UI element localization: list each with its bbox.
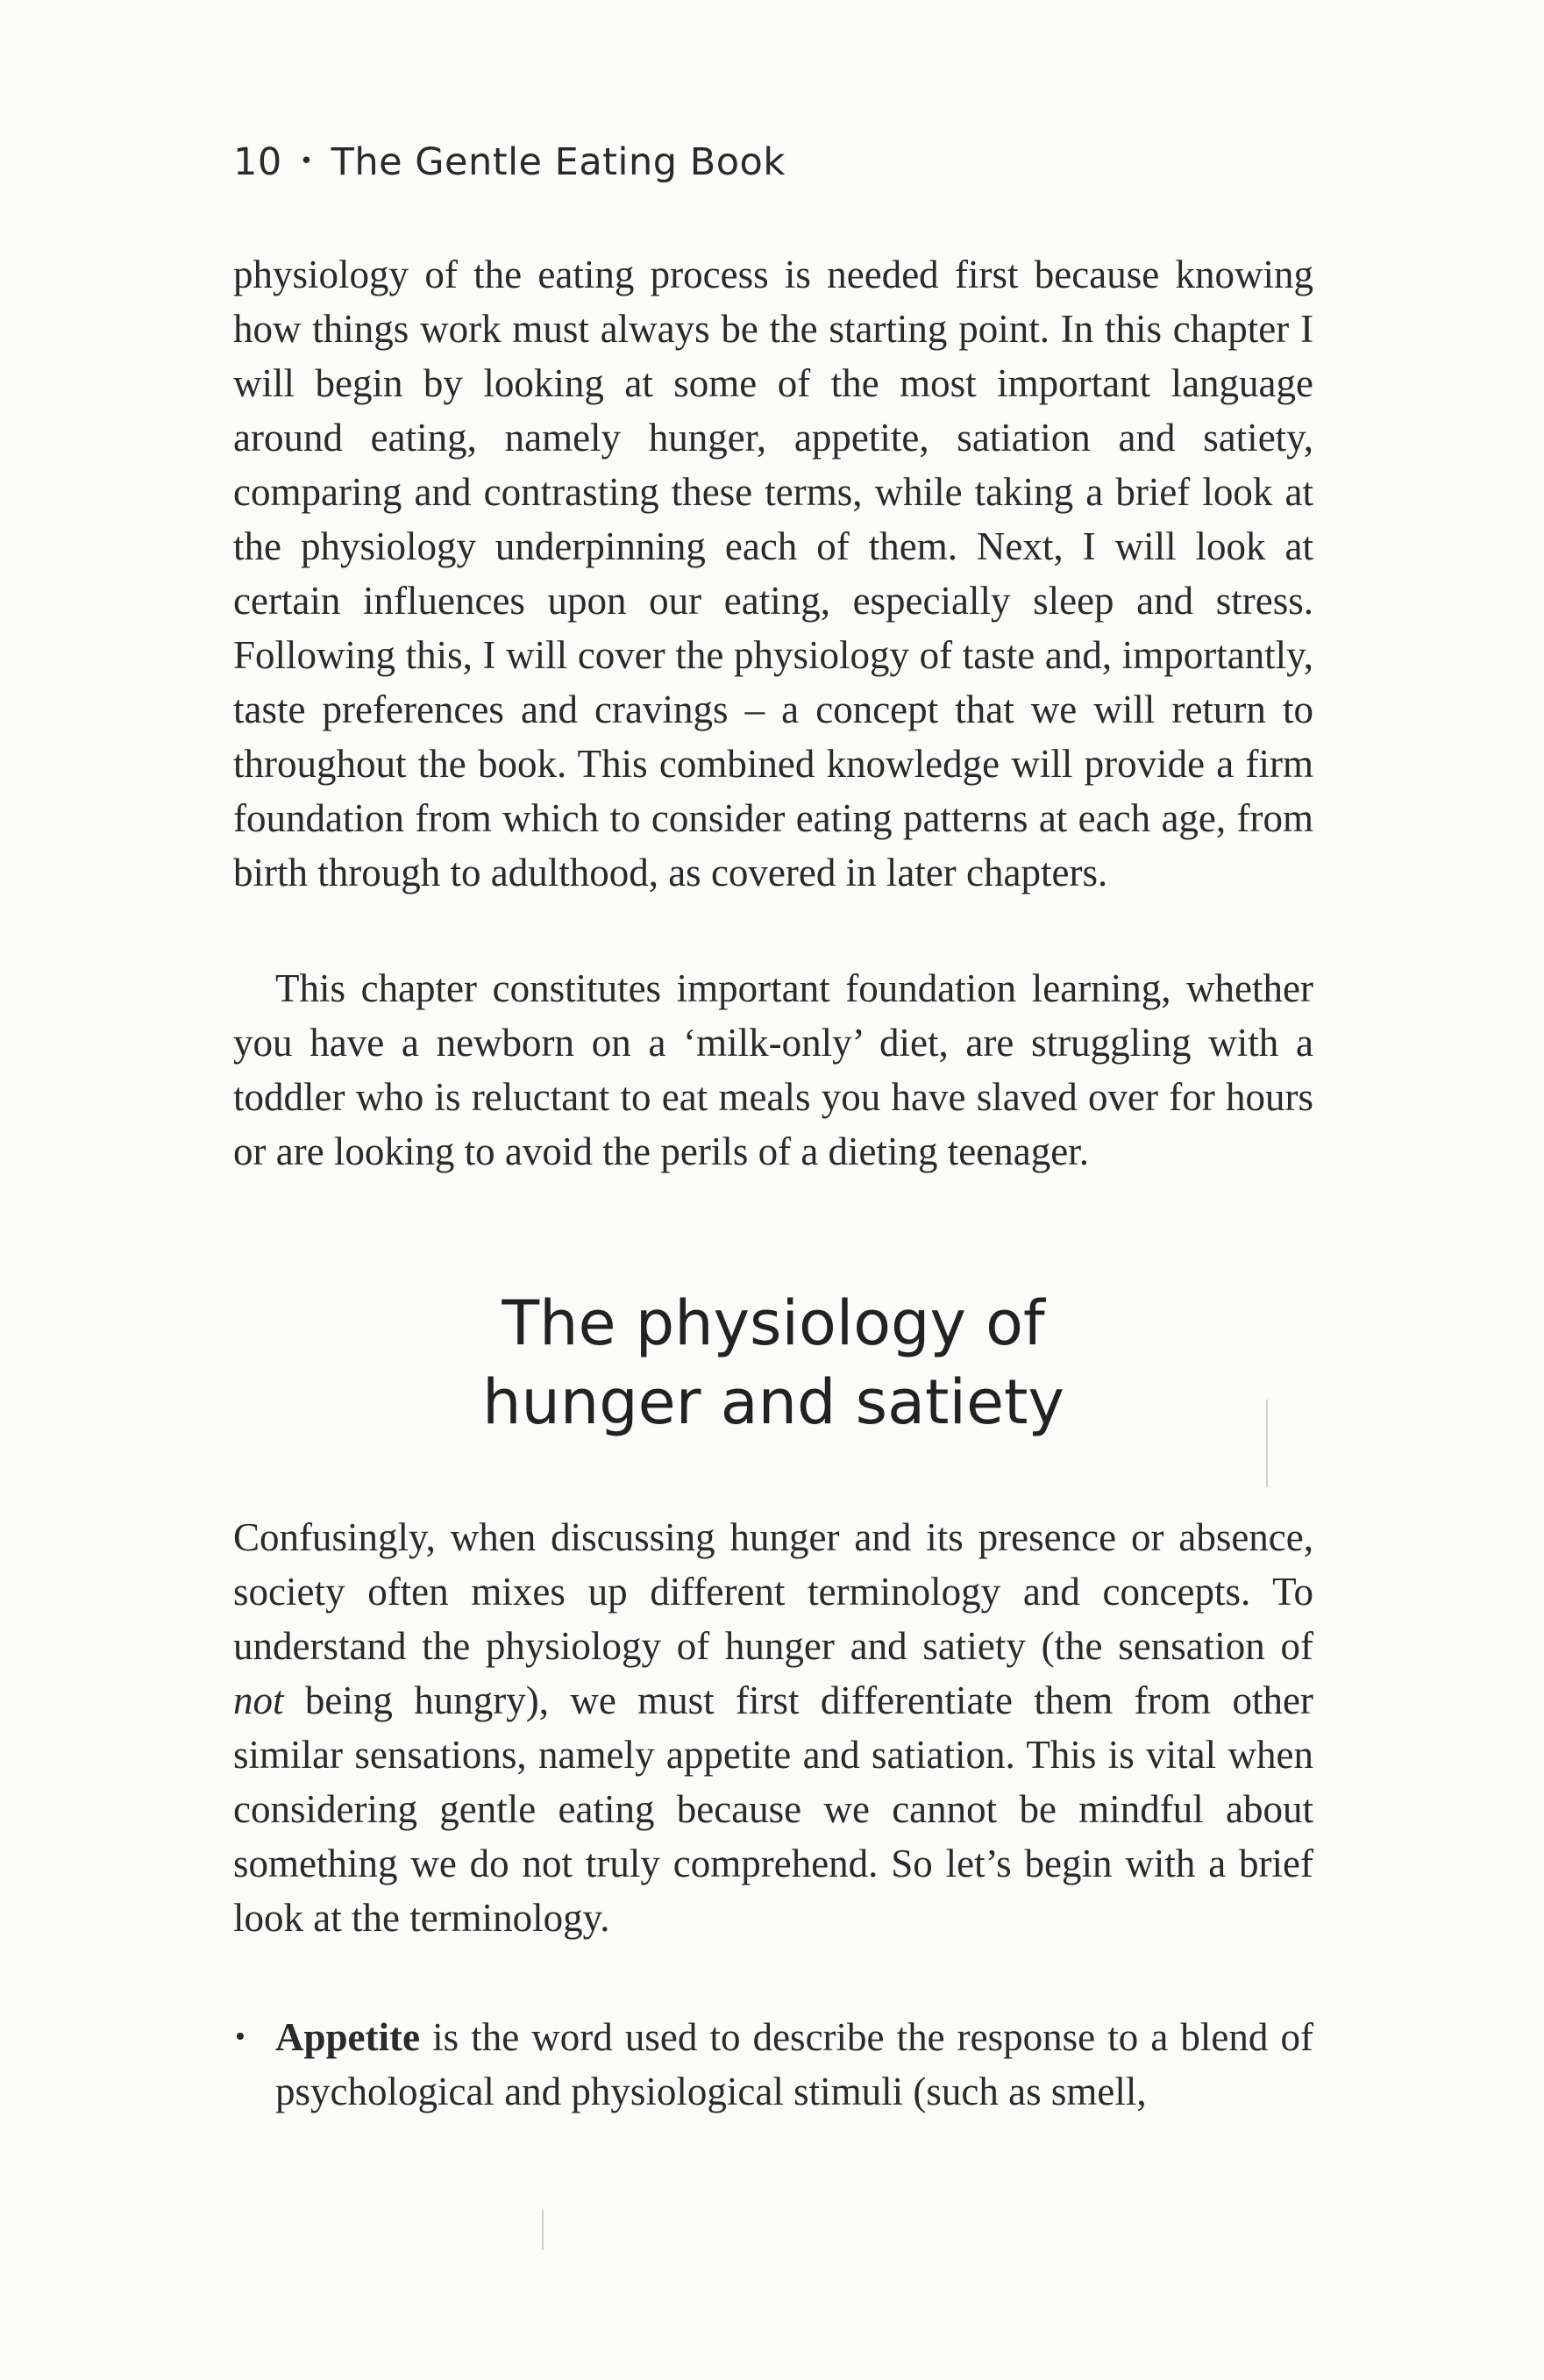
paragraph-text-part-2: being hungry), we must first differentiate them from other similar sensations, namely appetite and satiation. This is vital when considering gentle eating because we cannot be mindful about something we do not truly comprehend. So let’s begin with a brief look at the terminology. [233, 1678, 1313, 1940]
book-title: The Gentle Eating Book [331, 140, 786, 184]
list-item-appetite [233, 2010, 1313, 2119]
section-heading-line-1: The physiology of [502, 1287, 1045, 1359]
paragraph-text: physiology of the eating process is needed first because knowing how things work must always be the starting point. In this chapter I will begin by looking at some of the most important language around eating, namely hunger, appetite, satiation and satiety, comparing and contrasting these terms, while taking a brief look at the physiology underpinning each of them. Next, I will look at certain influences upon our eating, especially sleep and stress. Following this, I will cover the physiology of taste and, importantly, taste preferences and cravings – a concept that we will return to throughout the book. This combined knowledge will provide a firm foundation from which to consider eating patterns at each age, from birth through to adulthood, as covered in later chapters. [233, 253, 1313, 894]
scan-mark [1266, 1400, 1268, 1487]
paragraph-foundation [233, 961, 1313, 1179]
scan-mark [542, 2210, 544, 2250]
section-heading-line-2: hunger and satiety [482, 1366, 1064, 1438]
paragraph-terminology [233, 1510, 1313, 1945]
running-header [233, 140, 786, 184]
terminology-list [233, 2010, 1313, 2119]
paragraph-text: This chapter constitutes important foundation learning, whether you have a newborn on a ‘milk-only’ diet, are struggling with a toddler who is reluctant to eat meals you have slaved over for hours or are looking to avoid the perils of a dieting teenager. [233, 966, 1313, 1173]
term-appetite: Appetite [275, 2015, 420, 2059]
bullet-marker: • [235, 2020, 245, 2053]
page-number: 10 [233, 140, 282, 184]
emphasis-not: not [233, 1678, 284, 1722]
paragraph-intro [233, 247, 1313, 900]
paragraph-text [233, 1510, 1313, 1945]
section-heading [233, 1284, 1313, 1442]
paragraph-text-part-1: Confusingly, when discussing hunger and its presence or absence, society often mixes up different terminology and concepts. To understand the physiology of hunger and satiety (the sensation of [233, 1515, 1313, 1668]
term-definition: is the word used to describe the response to a blend of psychological and physiological stimuli (such as smell, [275, 2015, 1313, 2113]
header-separator: • [299, 147, 314, 175]
